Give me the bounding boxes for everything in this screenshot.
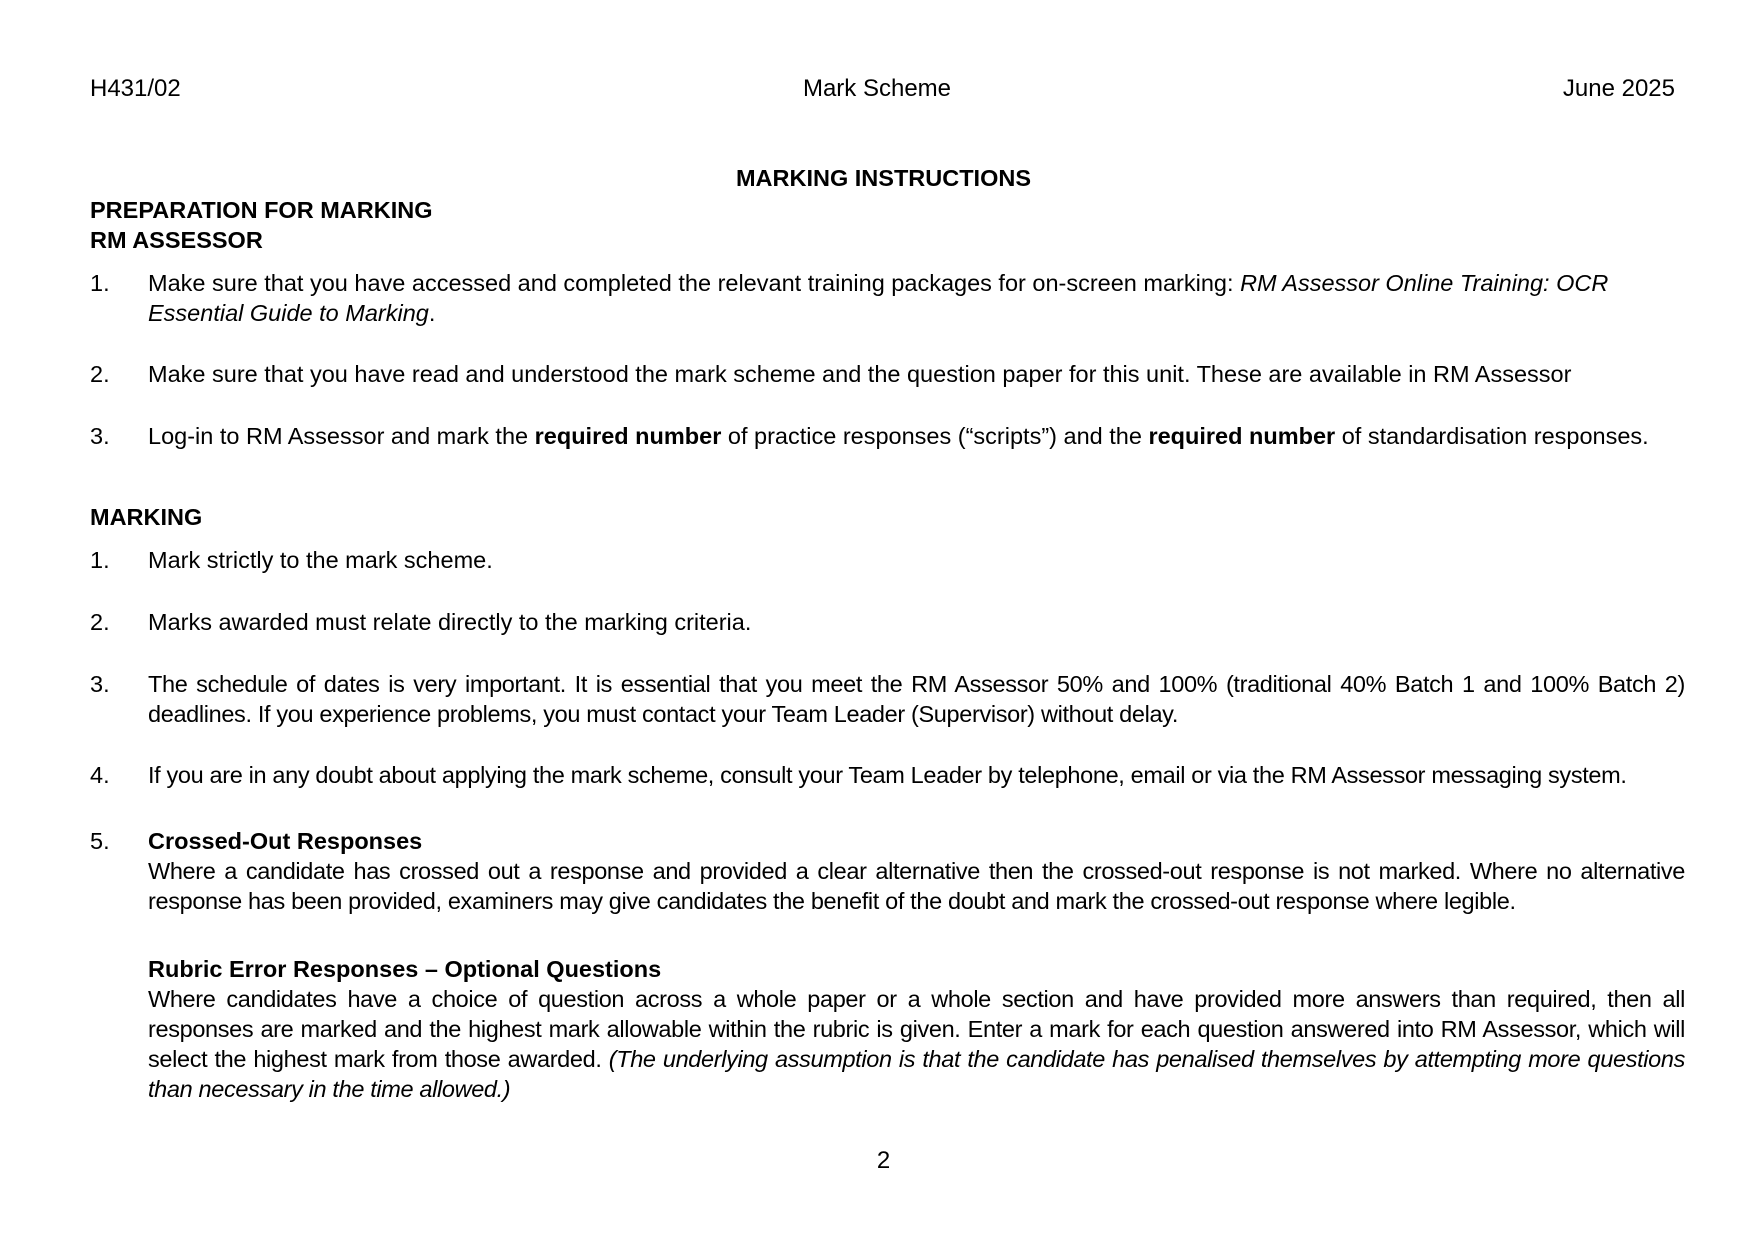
- marking-item-1-text: Mark strictly to the mark scheme.: [148, 547, 493, 573]
- page-number: 2: [876, 1147, 891, 1174]
- paper-code: H431/02: [90, 75, 181, 102]
- preparation-heading: PREPARATION FOR MARKING: [90, 197, 433, 223]
- marking-item-3-text: The schedule of dates is very important. It is essential that you meet the RM Assessor 50% and 100% (traditional 40% Batch 1 and 100% Batch 2) deadlines. If you experience problems, you must contact your Team Leader (Supervisor) without delay.: [148, 671, 1685, 727]
- prep-item-1: [90, 268, 1685, 328]
- prep-item-3: [90, 421, 1685, 451]
- marking-item-3-number: 3.: [90, 671, 110, 697]
- rubric-italic-note: (The underlying assumption is that the candidate has penalised themselves by attempting more questions than necessary in the time allowed.): [148, 1046, 1685, 1102]
- document-title: Mark Scheme: [802, 75, 952, 102]
- training-guide-title: RM Assessor Online Training: OCR Essential Guide to Marking: [148, 270, 1609, 326]
- crossed-out-heading: Crossed-Out Responses: [148, 828, 423, 854]
- rubric-text: Where candidates have a choice of question across a whole paper or a whole section and have provided more answers than required, then all responses are marked and the highest mark allowable within the rubric is given. Enter a mark for each question answered into RM Assessor, which will select the highest mark from those awarded. (The underlying assumption is that the candidate has penalised themselves by attempting more questions than necessary in the time allowed.): [148, 986, 1685, 1102]
- marking-item-2-text: Marks awarded must relate directly to the marking criteria.: [148, 609, 752, 635]
- rubric-heading: Rubric Error Responses – Optional Questions: [148, 956, 662, 982]
- marking-item-1-number: 1.: [90, 547, 110, 573]
- crossed-out-text: Where a candidate has crossed out a response and provided a clear alternative then the crossed-out response is not marked. Where no alternative response has been provided, examiners may give candidates the benefit of the doubt and mark the crossed-out response where legible.: [148, 858, 1685, 914]
- prep-item-3-number: 3.: [90, 423, 110, 449]
- marking-item-5-number: 5.: [90, 828, 110, 854]
- marking-item-4: [90, 760, 1685, 790]
- prep-item-3-text: Log-in to RM Assessor and mark the required number of practice responses (“scripts”) and the required number of standardisation responses.: [148, 423, 1649, 449]
- marking-item-2: [90, 607, 1685, 637]
- marking-item-3: [90, 669, 1685, 729]
- prep-item-2: [90, 359, 1685, 389]
- marking-item-4-number: 4.: [90, 762, 110, 788]
- marking-item-2-number: 2.: [90, 609, 110, 635]
- exam-date: June 2025: [1562, 75, 1675, 102]
- marking-item-4-text: If you are in any doubt about applying the mark scheme, consult your Team Leader by telephone, email or via the RM Assessor messaging system.: [148, 762, 1627, 788]
- prep-item-1-number: 1.: [90, 270, 110, 296]
- page-title: MARKING INSTRUCTIONS: [735, 165, 1032, 191]
- prep-item-2-number: 2.: [90, 361, 110, 387]
- rubric-section: [148, 954, 1685, 1104]
- prep-item-2-text: Make sure that you have read and understood the mark scheme and the question paper for this unit. These are available in RM Assessor: [148, 361, 1572, 387]
- marking-heading: MARKING: [90, 504, 203, 530]
- marking-item-1: [90, 545, 1685, 575]
- prep-item-1-text: Make sure that you have accessed and completed the relevant training packages for on-screen marking: RM Assessor Online Training: OCR Essential Guide to Marking.: [148, 270, 1609, 326]
- marking-item-5: [90, 826, 1685, 916]
- rm-assessor-heading: RM ASSESSOR: [90, 227, 263, 253]
